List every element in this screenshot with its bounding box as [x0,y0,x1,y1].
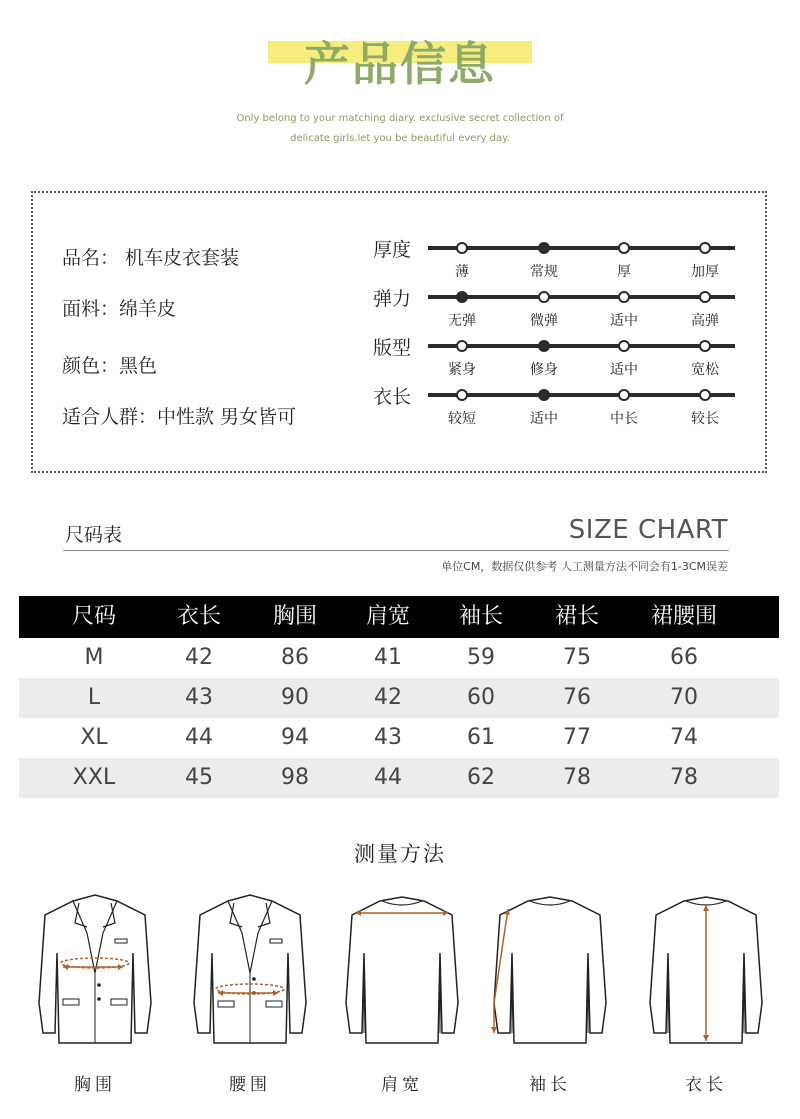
table-header-cell: 肩宽 [365,604,410,629]
scale-option-label: 适中 [530,411,558,427]
table-cell: 42 [185,645,213,670]
size-table [19,596,779,798]
table-cell: XL [80,725,108,750]
size-chart-title-cn: 尺码表 [65,524,123,546]
table-cell: XXL [72,765,116,790]
table-header-cell: 袖长 [458,604,503,629]
scale-dot [618,389,630,401]
page-header [0,28,800,108]
scale-label: 厚度 [373,239,412,261]
table-header-cell: 尺码 [71,604,116,629]
scale-option-label: 厚 [617,264,631,280]
scale-option-label: 紧身 [448,362,476,378]
measure-label-chest: 胸围 [74,1075,116,1095]
table-cell: 62 [467,765,495,790]
measure-label-shoulder: 肩宽 [381,1075,423,1095]
scale-option-label: 微弹 [530,313,558,329]
scale-track [428,295,735,299]
table-header-row [19,596,779,638]
scale-dot [456,242,468,254]
tagline-line-1: Only belong to your matching diary. exclusive secret collection of [236,113,564,124]
table-cell: 98 [281,765,309,790]
measure-label-sleeve: 袖长 [529,1075,571,1095]
table-row [19,718,779,758]
scale-dot [699,291,711,303]
scale-option-label: 宽松 [691,362,719,378]
table-header-cell: 裙腰围 [650,604,717,629]
scale-option-label: 较短 [448,411,476,427]
scale-track [428,393,735,397]
scale-dot-selected [538,340,550,352]
table-cell: 94 [281,725,309,750]
table-cell: 74 [670,725,698,750]
jacket-chest-illustration [35,893,155,1048]
scale-dot-selected [456,291,468,303]
table-header-cell: 衣长 [176,604,221,629]
product-info-box [31,191,767,473]
scale-option-label: 无弹 [448,313,476,329]
info-material: 面料：绵羊皮 [62,298,177,320]
table-cell: 70 [670,685,698,710]
scale-label: 弹力 [373,288,412,310]
size-chart-note: 单位CM，数据仅供参考 人工测量方法不同会有1-3CM误差 [441,560,728,573]
table-cell: 76 [563,685,591,710]
scale-dot [618,242,630,254]
table-cell: 78 [670,765,698,790]
scale-option-label: 修身 [530,362,558,378]
table-cell: 43 [374,725,402,750]
scale-dot [456,340,468,352]
table-cell: 77 [563,725,591,750]
table-cell: 59 [467,645,495,670]
table-header-cell: 裙长 [554,604,599,629]
measure-label-length: 衣长 [685,1075,727,1095]
scale-dot [699,340,711,352]
scale-option-label: 高弹 [691,313,719,329]
page-title: 产品信息 [304,37,496,91]
table-cell: 78 [563,765,591,790]
table-row [19,758,779,798]
table-cell: 44 [374,765,402,790]
table-cell: 44 [185,725,213,750]
table-row [19,678,779,718]
scale-dot [618,291,630,303]
scale-dot [456,389,468,401]
scale-label: 版型 [373,337,412,359]
table-cell: 86 [281,645,309,670]
jacket-waist-illustration [190,893,310,1048]
scale-option-label: 较长 [691,411,719,427]
table-cell: L [87,685,101,710]
table-cell: 43 [185,685,213,710]
jacket-shoulder-illustration [342,893,462,1048]
scale-option-label: 适中 [610,362,638,378]
scale-dot-selected [538,242,550,254]
table-row [19,638,779,678]
scale-dot-selected [538,389,550,401]
table-cell: 42 [374,685,402,710]
table-cell: 61 [467,725,495,750]
scale-track [428,344,735,348]
table-cell: 90 [281,685,309,710]
jacket-length-illustration [646,893,766,1048]
info-product-name: 品名： 机车皮衣套装 [62,247,240,269]
size-chart-divider [63,550,729,551]
table-cell: 60 [467,685,495,710]
table-header-cell: 胸围 [272,604,317,629]
table-cell: 41 [374,645,402,670]
scale-track [428,246,735,250]
scale-option-label: 加厚 [691,264,719,280]
table-cell: 45 [185,765,213,790]
scale-option-label: 适中 [610,313,638,329]
table-cell: 66 [670,645,698,670]
tagline-line-2: delicate girls.let you be beautiful every day. [290,133,510,144]
scale-dot [618,340,630,352]
jacket-sleeve-illustration [490,893,610,1048]
scale-option-label: 薄 [455,264,469,280]
scale-option-label: 中长 [610,411,638,427]
size-chart-title-en: SIZE CHART [568,515,728,545]
scale-dot [699,242,711,254]
scale-dot [538,291,550,303]
table-cell: 75 [563,645,591,670]
measure-label-waist: 腰围 [229,1075,271,1095]
info-audience: 适合人群：中性款 男女皆可 [62,406,297,428]
info-color: 颜色：黑色 [62,355,158,377]
scale-label: 衣长 [373,386,412,408]
table-cell: M [84,645,104,670]
measure-title: 测量方法 [354,842,446,866]
scale-option-label: 常规 [530,264,558,280]
scale-dot [699,389,711,401]
